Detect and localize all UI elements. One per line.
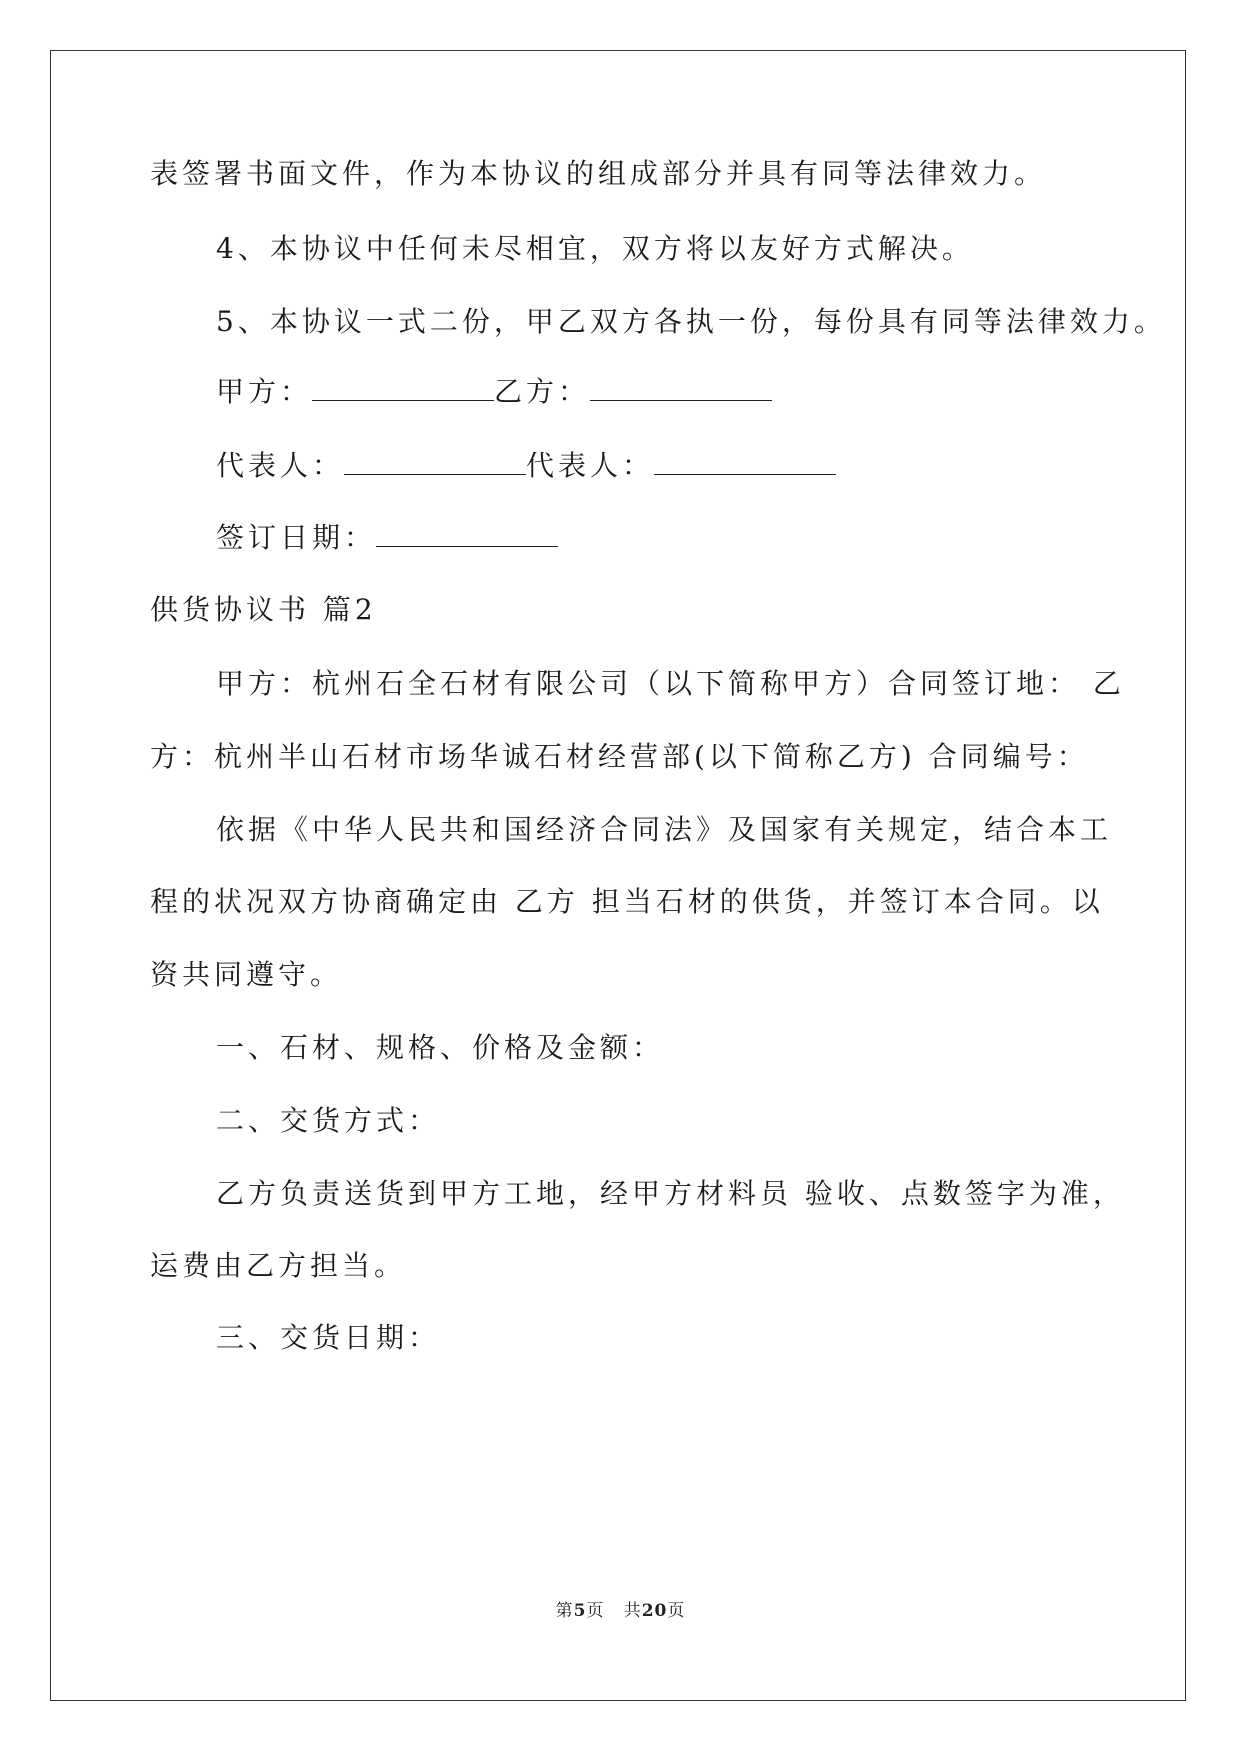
basis-paragraph: 依据《中华人民共和国经济合同法》及国家有关规定，结合本工	[216, 813, 1113, 846]
footer-total-prefix: 共	[623, 1601, 642, 1621]
delivery-paragraph: 乙方负责送货到甲方工地，经甲方材料员 验收、点数签字为准，	[216, 1177, 1125, 1210]
party-b-label: 乙方：	[494, 375, 591, 408]
paragraph-line: 表签署书面文件，作为本协议的组成部分并具有同等法律效力。	[150, 157, 1047, 190]
date-label: 签订日期：	[216, 521, 377, 554]
rep-a-blank	[344, 452, 526, 475]
page-footer	[0, 1596, 1241, 1621]
heading-3: 三、交货日期：	[216, 1321, 441, 1354]
footer-page-suffix: 页	[586, 1601, 605, 1621]
clause-4: 4、本协议中任何未尽相宜，双方将以友好方式解决。	[216, 232, 974, 265]
date-blank	[376, 524, 558, 547]
heading-1: 一、石材、规格、价格及金额：	[216, 1031, 665, 1064]
party-b-blank	[590, 378, 772, 401]
basis-paragraph-end: 资共同遵守。	[150, 958, 343, 991]
party-a-intro: 甲方：杭州石全石材有限公司（以下简称甲方）合同签订地： 乙	[216, 667, 1125, 700]
party-a-label: 甲方：	[216, 375, 313, 408]
section-title: 供货协议书 篇2	[150, 593, 377, 626]
rep-b-blank	[654, 452, 836, 475]
footer-prefix: 第	[555, 1601, 574, 1621]
footer-total-suffix: 页	[667, 1601, 686, 1621]
clause-5: 5、本协议一式二份，甲乙双方各执一份，每份具有同等法律效力。	[216, 305, 1166, 338]
signature-date-row	[216, 521, 558, 554]
signature-rep-row	[216, 449, 836, 482]
party-a-blank	[312, 378, 494, 401]
rep-a-label: 代表人：	[216, 449, 345, 482]
heading-2: 二、交货方式：	[216, 1104, 441, 1137]
delivery-paragraph-cont: 运费由乙方担当。	[150, 1249, 407, 1282]
party-b-intro: 方：杭州半山石材市场华诚石材经营部(以下简称乙方) 合同编号：	[150, 740, 1089, 773]
footer-page-number: 5	[573, 1601, 587, 1621]
footer-total-pages: 20	[641, 1601, 668, 1621]
rep-b-label: 代表人：	[526, 449, 655, 482]
page-border	[50, 50, 1186, 1701]
signature-party-row	[216, 375, 772, 408]
basis-paragraph-cont: 程的状况双方协商确定由 乙方 担当石材的供货，并签订本合同。以	[150, 885, 1104, 918]
